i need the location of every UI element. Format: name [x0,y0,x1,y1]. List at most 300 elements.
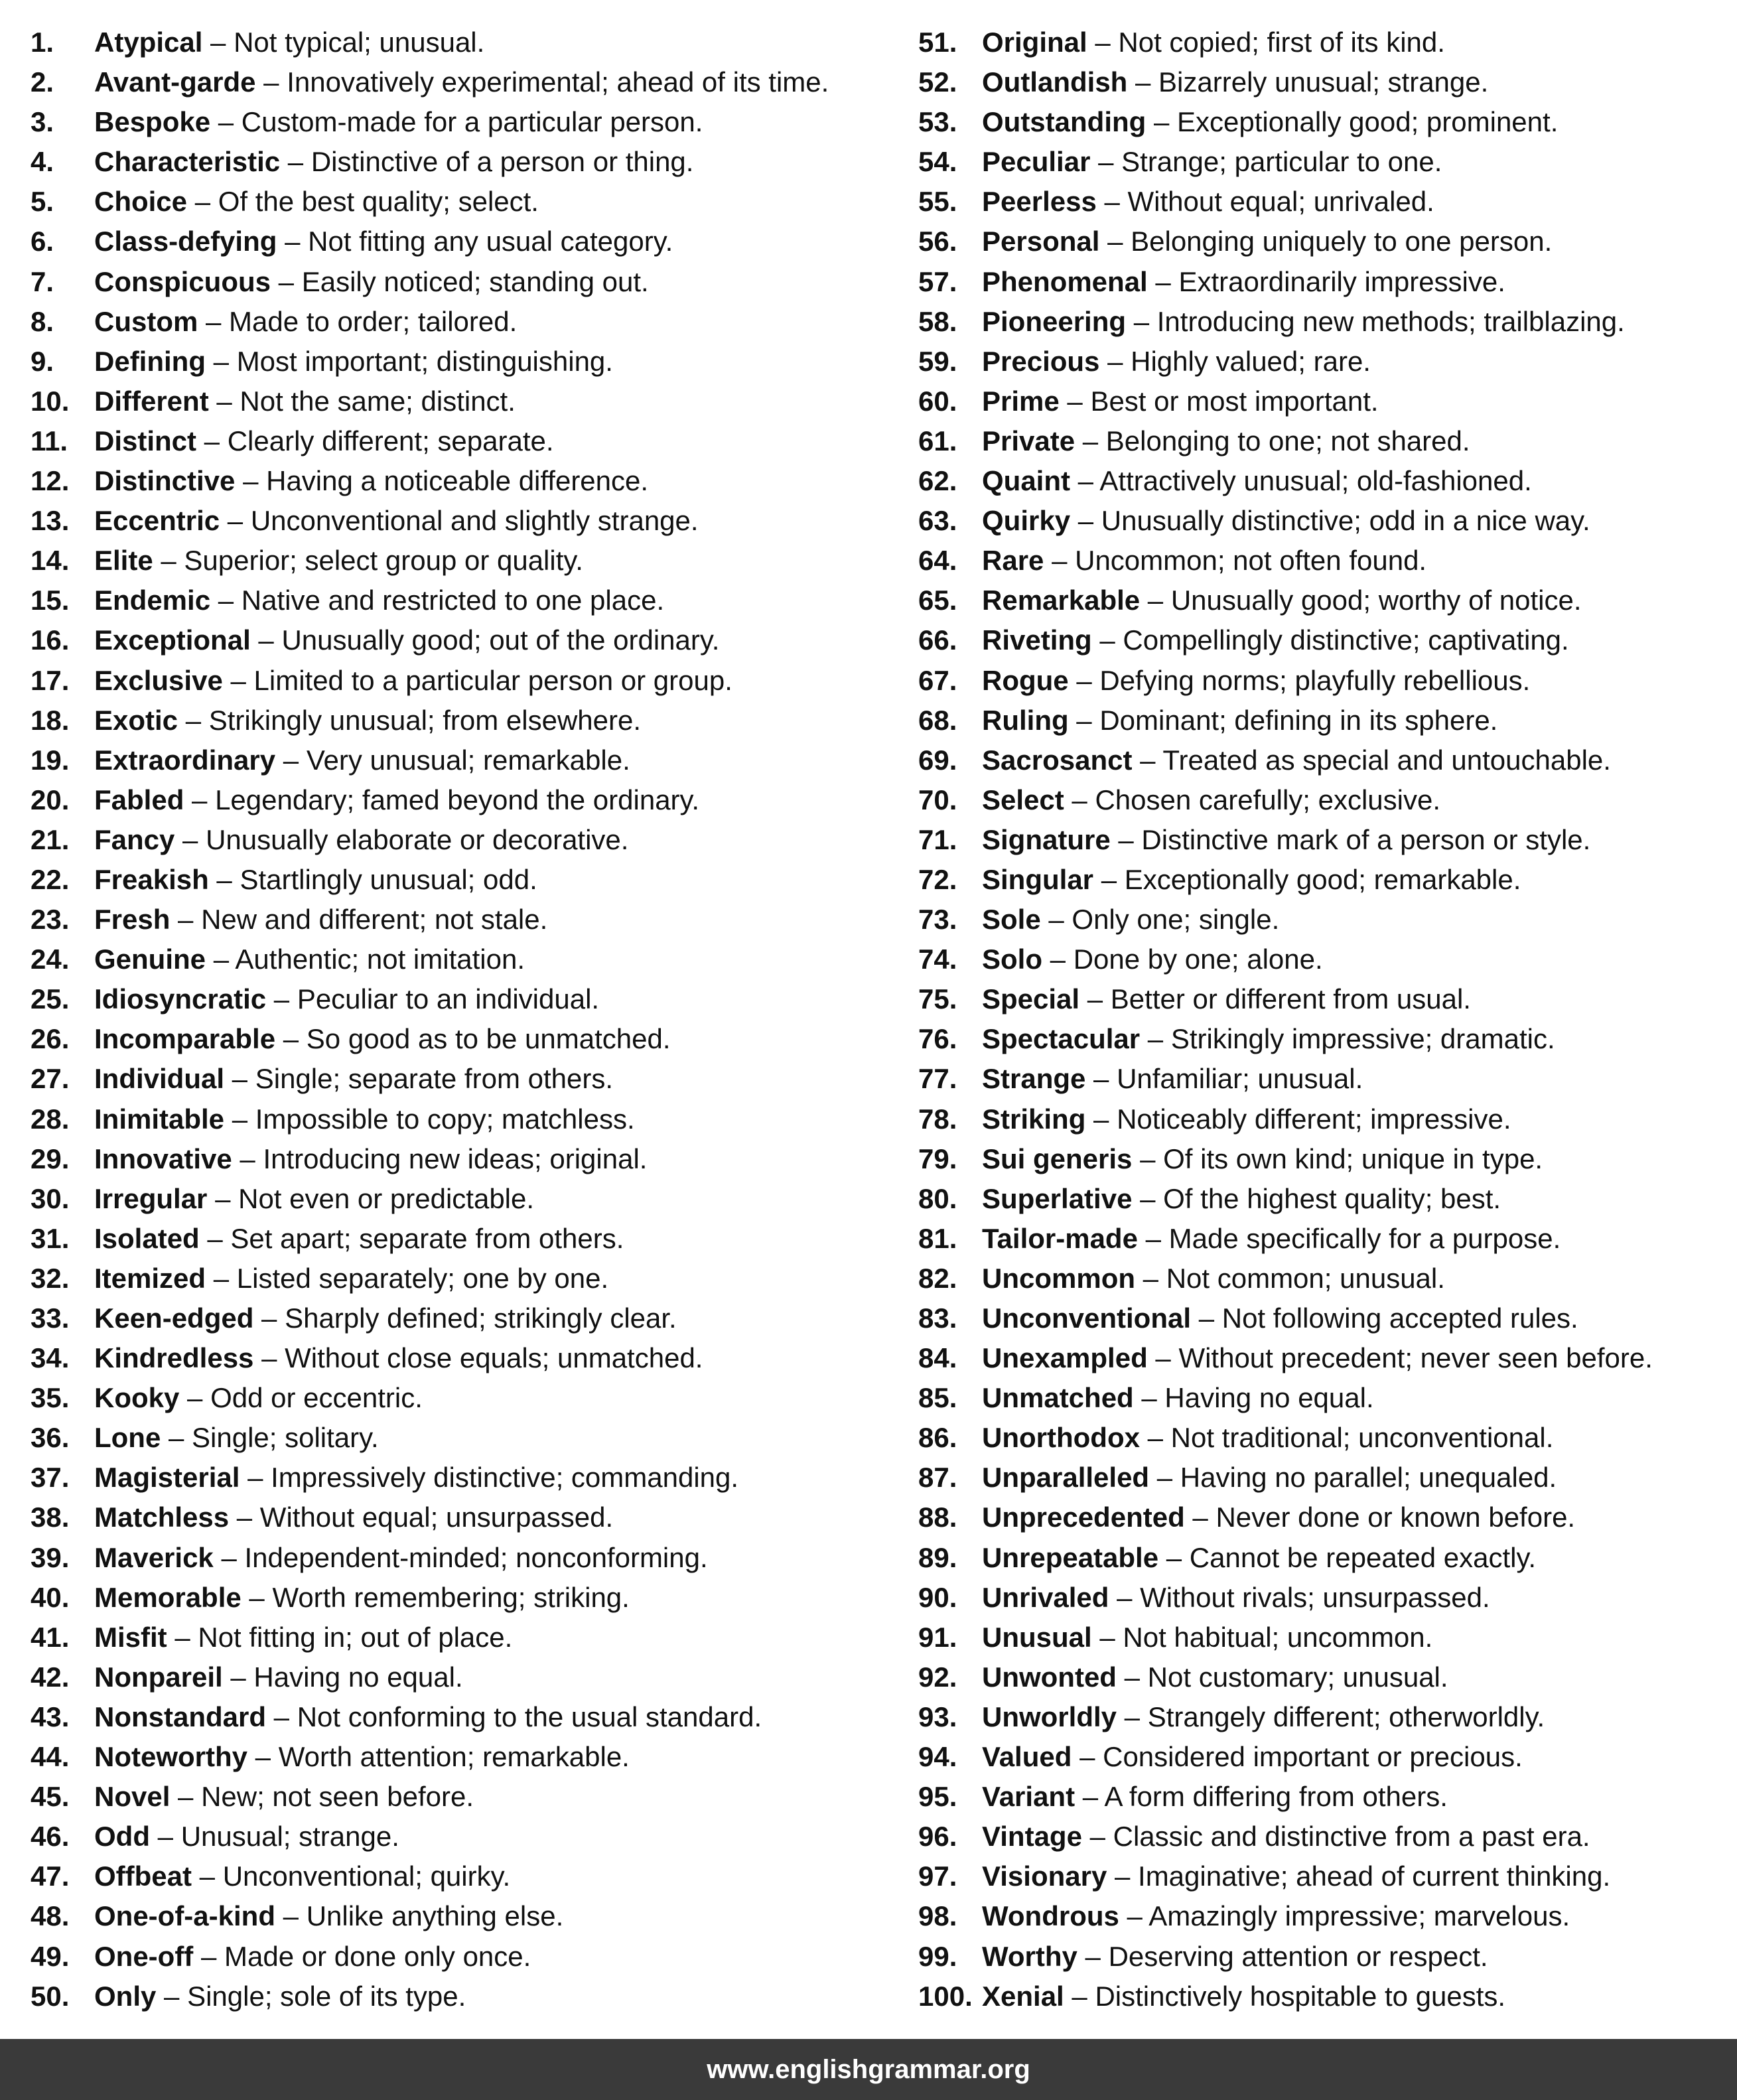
item-separator: – [1140,1023,1171,1055]
item-number: 23. [31,904,70,936]
item-number: 73. [918,904,957,936]
item-number: 18. [31,704,70,736]
item-definition: Not conforming to the usual standard. [297,1701,762,1732]
list-item [918,541,1728,581]
item-definition: Not traditional; unconventional. [1170,1422,1554,1454]
item-number: 65. [918,585,957,616]
item-definition: Unusually distinctive; odd in a nice way. [1101,505,1590,537]
item-word: Outstanding [982,106,1146,138]
list-item [918,979,1728,1019]
item-definition: Having no parallel; unequaled. [1180,1462,1557,1494]
list-item [31,1817,893,1856]
list-item [918,501,1728,541]
item-definition: Extraordinarily impressive. [1178,265,1505,297]
list-item [918,1418,1728,1458]
item-number: 72. [918,863,957,895]
item-definition: Dominant; defining in its sphere. [1099,704,1498,736]
list-item [31,1498,893,1537]
item-word: Striking [982,1103,1086,1135]
item-number: 31. [31,1222,70,1254]
item-word: Incomparable [94,1023,276,1055]
item-separator: – [206,944,236,975]
item-word: Unworldly [982,1701,1117,1732]
list-item [31,182,893,222]
list-item [918,1977,1728,2016]
item-separator: – [1109,1581,1141,1613]
item-word: Defining [94,345,206,377]
item-word: Vintage [982,1821,1082,1853]
item-separator: – [250,624,282,656]
item-word: Tailor-made [982,1222,1138,1254]
item-separator: – [1133,1382,1165,1414]
item-number: 54. [918,146,957,178]
item-word: Rogue [982,664,1069,696]
item-definition: Unusually good; worthy of notice. [1170,585,1582,616]
item-definition: Not customary; unusual. [1147,1661,1448,1693]
item-definition: Noticeably different; impressive. [1117,1103,1511,1135]
list-item [31,1019,893,1059]
item-separator: – [275,1900,307,1932]
item-number: 16. [31,624,70,656]
item-definition: Strikingly unusual; from elsewhere. [208,704,642,736]
item-number: 94. [918,1741,957,1773]
item-word: Novel [94,1781,171,1813]
item-separator: – [1099,226,1131,257]
item-number: 91. [918,1621,957,1653]
item-number: 85. [918,1382,957,1414]
item-word: Quirky [982,505,1071,537]
item-word: Different [94,385,209,417]
list-item [918,1498,1728,1537]
footer-url: www.englishgrammar.org [707,2055,1030,2084]
list-item [918,860,1728,900]
item-word: Magisterial [94,1462,240,1494]
item-separator: – [1147,1342,1179,1374]
list-item [31,222,893,261]
item-separator: – [210,106,242,138]
item-separator: – [1127,66,1159,98]
item-separator: – [220,505,251,537]
item-word: Only [94,1980,157,2012]
item-word: One-off [94,1940,194,1972]
list-item [918,740,1728,780]
item-separator: – [253,1302,285,1334]
item-separator: – [1110,823,1142,855]
item-definition: Most important; distinguishing. [236,345,613,377]
item-number: 3. [31,106,54,138]
item-word: Innovative [94,1143,232,1174]
list-item [918,1378,1728,1418]
item-number: 11. [31,425,68,456]
item-definition: Chosen carefully; exclusive. [1095,784,1441,815]
item-definition: Strikingly impressive; dramatic. [1170,1023,1555,1055]
item-number: 67. [918,664,957,696]
item-number: 40. [31,1581,70,1613]
list-item [31,661,893,701]
item-separator: – [184,784,216,815]
list-item [918,1737,1728,1777]
item-number: 36. [31,1422,70,1454]
item-word: Pioneering [982,305,1127,337]
item-word: Unrivaled [982,1581,1109,1613]
list-item [31,62,893,102]
item-word: Matchless [94,1502,230,1533]
list-item [918,661,1728,701]
item-definition: Very unusual; remarkable. [306,744,630,776]
item-number: 10. [31,385,70,417]
item-definition: Not copied; first of its kind. [1118,27,1445,58]
list-item [918,780,1728,820]
item-word: Kindredless [94,1342,254,1374]
item-separator: – [277,226,309,257]
list-item [918,1059,1728,1099]
item-definition: Made specifically for a purpose. [1168,1222,1561,1254]
item-separator: – [1042,944,1074,975]
item-separator: – [275,1023,307,1055]
item-separator: – [149,1821,181,1853]
item-word: Original [982,27,1087,58]
item-word: Misfit [94,1621,167,1653]
item-separator: – [1146,106,1178,138]
item-word: Exceptional [94,624,251,656]
item-definition: Better or different from usual. [1110,983,1471,1015]
item-separator: – [156,1980,188,2012]
item-word: Singular [982,863,1094,895]
item-number: 57. [918,265,957,297]
item-definition: Done by one; alone. [1073,944,1323,975]
item-number: 15. [31,585,70,616]
item-separator: – [232,1143,263,1174]
item-separator: – [198,305,230,337]
item-word: Nonpareil [94,1661,223,1693]
item-number: 88. [918,1502,957,1533]
item-word: Nonstandard [94,1701,267,1732]
list-item [31,23,893,62]
item-number: 50. [31,1980,70,2012]
item-definition: Treated as special and untouchable. [1162,744,1611,776]
list-item [918,1219,1728,1259]
item-word: Genuine [94,944,206,975]
list-item [918,1259,1728,1298]
item-separator: – [213,1541,245,1573]
list-item [31,1578,893,1618]
item-separator: – [266,1701,297,1732]
item-word: Worthy [982,1940,1077,1972]
list-item [31,1977,893,2016]
item-word: Rare [982,545,1044,577]
item-separator: – [224,1063,255,1095]
item-separator: – [192,1860,223,1892]
item-definition: Defying norms; playfully rebellious. [1099,664,1531,696]
item-number: 45. [31,1781,70,1813]
item-definition: Having no equal. [253,1661,463,1693]
item-word: Inimitable [94,1103,225,1135]
item-number: 6. [31,226,54,257]
item-definition: Without rivals; unsurpassed. [1140,1581,1490,1613]
item-definition: Without equal; unrivaled. [1127,186,1434,218]
list-item [918,262,1728,302]
list-item [31,979,893,1019]
item-word: Unprecedented [982,1502,1185,1533]
list-item [31,1458,893,1498]
list-item [31,1896,893,1936]
item-word: Outlandish [982,66,1128,98]
item-number: 27. [31,1063,70,1095]
item-separator: – [1059,385,1091,417]
list-item [918,421,1728,461]
item-definition: Not even or predictable. [238,1182,535,1214]
item-definition: Classic and distinctive from a past era. [1113,1821,1590,1853]
item-separator: – [1068,704,1100,736]
item-word: Peerless [982,186,1097,218]
list-item [918,1697,1728,1737]
item-number: 78. [918,1103,957,1135]
item-number: 96. [918,1821,957,1853]
item-definition: Deserving attention or respect. [1108,1940,1488,1972]
item-definition: Never done or known before. [1216,1502,1576,1533]
item-definition: A form differing from others. [1104,1781,1448,1813]
item-separator: – [179,1382,211,1414]
item-number: 76. [918,1023,957,1055]
item-definition: Unfamiliar; unusual. [1117,1063,1363,1095]
item-number: 17. [31,664,70,696]
item-separator: – [1070,505,1101,537]
item-number: 8. [31,305,54,337]
item-number: 80. [918,1182,957,1214]
list-item [918,102,1728,142]
item-definition: Not following accepted rules. [1221,1302,1578,1334]
list-item [31,701,893,740]
item-number: 74. [918,944,957,975]
item-number: 41. [31,1621,70,1653]
item-definition: Best or most important. [1090,385,1379,417]
list-item [31,1697,893,1737]
item-word: Kooky [94,1382,180,1414]
item-word: Peculiar [982,146,1091,178]
item-definition: Introducing new methods; trailblazing. [1156,305,1625,337]
item-word: Valued [982,1741,1072,1773]
item-number: 32. [31,1262,70,1294]
list-item [31,1219,893,1259]
item-number: 12. [31,465,70,497]
item-word: Sacrosanct [982,744,1133,776]
item-separator: – [193,1940,224,1972]
item-word: Conspicuous [94,265,271,297]
list-item [31,1179,893,1219]
item-word: Solo [982,944,1042,975]
item-number: 98. [918,1900,957,1932]
list-item [918,1538,1728,1578]
list-item [918,620,1728,660]
item-definition: Clearly different; separate. [227,425,554,456]
list-item [31,740,893,780]
list-item [918,581,1728,620]
item-word: Spectacular [982,1023,1141,1055]
list-item [918,1099,1728,1139]
item-definition: Bizarrely unusual; strange. [1158,66,1489,98]
item-separator: – [196,425,228,456]
item-separator: – [1149,1462,1180,1494]
item-separator: – [1070,465,1100,497]
item-separator: – [1158,1541,1190,1573]
list-item [31,421,893,461]
item-definition: Custom-made for a particular person. [241,106,703,138]
item-number: 69. [918,744,957,776]
item-definition: Cannot be repeated exactly. [1189,1541,1537,1573]
item-word: Exotic [94,704,178,736]
item-separator: – [199,1222,231,1254]
item-number: 90. [918,1581,957,1613]
item-definition: Belonging uniquely to one person. [1131,226,1553,257]
item-separator: – [224,1103,255,1135]
item-definition: Authentic; not imitation. [235,944,525,975]
item-word: Private [982,425,1076,456]
item-number: 75. [918,983,957,1015]
list-item [31,541,893,581]
item-definition: Independent-minded; nonconforming. [244,1541,708,1573]
item-definition: Without close equals; unmatched. [285,1342,703,1374]
item-number: 66. [918,624,957,656]
item-word: Riveting [982,624,1092,656]
item-definition: Having no equal. [1164,1382,1374,1414]
item-separator: – [1132,1182,1164,1214]
item-separator: – [161,1422,192,1454]
item-separator: – [202,27,234,58]
item-word: Distinct [94,425,197,456]
item-definition: Belonging to one; not shared. [1105,425,1470,456]
item-definition: Worth attention; remarkable. [278,1741,630,1773]
list-item [918,1856,1728,1896]
item-definition: Strangely different; otherworldly. [1147,1701,1545,1732]
item-separator: – [1081,1821,1113,1853]
item-definition: Distinctive of a person or thing. [311,146,694,178]
list-item [918,342,1728,382]
item-word: Isolated [94,1222,200,1254]
item-definition: Legendary; famed beyond the ordinary. [215,784,700,815]
item-definition: Unconventional and slightly strange. [250,505,699,537]
item-number: 35. [31,1382,70,1414]
item-definition: Easily noticed; standing out. [301,265,649,297]
list-item [31,461,893,501]
list-item [918,222,1728,261]
item-separator: – [235,465,267,497]
item-separator: – [1191,1302,1222,1334]
list-item [918,1937,1728,1977]
item-number: 42. [31,1661,70,1693]
item-separator: – [206,1262,237,1294]
item-separator: – [1077,1940,1109,1972]
list-item [31,1418,893,1458]
item-number: 37. [31,1462,70,1494]
item-separator: – [1184,1502,1216,1533]
item-word: Precious [982,345,1100,377]
item-separator: – [222,1661,254,1693]
item-definition: Single; solitary. [192,1422,379,1454]
item-word: Memorable [94,1581,242,1613]
list-item [918,1657,1728,1697]
item-definition: New; not seen before. [201,1781,474,1813]
item-separator: – [247,1741,279,1773]
item-word: Elite [94,545,153,577]
item-separator: – [280,146,311,178]
list-item [918,1298,1728,1338]
item-number: 44. [31,1741,70,1773]
list-item [31,780,893,820]
item-word: Ruling [982,704,1069,736]
item-definition: Of its own kind; unique in type. [1163,1143,1543,1174]
item-word: Choice [94,186,188,218]
list-item [31,820,893,860]
item-definition: Single; separate from others. [255,1063,613,1095]
item-definition: Sharply defined; strikingly clear. [285,1302,677,1334]
item-number: 60. [918,385,957,417]
item-definition: Limited to a particular person or group. [253,664,732,696]
item-definition: Native and restricted to one place. [241,585,665,616]
item-separator: – [255,66,287,98]
list-item [31,302,893,342]
item-separator: – [178,704,209,736]
item-number: 83. [918,1302,957,1334]
list-item [31,1298,893,1338]
item-definition: Single; sole of its type. [187,1980,466,2012]
item-separator: – [207,1182,239,1214]
list-item [918,1179,1728,1219]
item-number: 20. [31,784,70,815]
item-definition: New and different; not stale. [201,904,548,936]
item-separator: – [1099,345,1131,377]
item-definition: Distinctively hospitable to guests. [1095,1980,1506,2012]
item-word: Unorthodox [982,1422,1140,1454]
item-number: 26. [31,1023,70,1055]
item-definition: Exceptionally good; prominent. [1177,106,1559,138]
item-word: One-of-a-kind [94,1900,275,1932]
item-separator: – [1147,265,1179,297]
item-word: Keen-edged [94,1302,254,1334]
list-item [918,1896,1728,1936]
item-word: Idiosyncratic [94,983,267,1015]
item-number: 24. [31,944,70,975]
item-definition: Unusually good; out of the ordinary. [281,624,720,656]
item-word: Sole [982,904,1041,936]
list-item [31,102,893,142]
item-word: Signature [982,823,1111,855]
item-separator: – [241,1581,273,1613]
item-word: Superlative [982,1182,1133,1214]
item-word: Select [982,784,1064,815]
item-number: 43. [31,1701,70,1732]
item-number: 68. [918,704,957,736]
item-separator: – [1117,1701,1148,1732]
list-item [918,461,1728,501]
list-item [918,1458,1728,1498]
item-definition: Without equal; unsurpassed. [259,1502,614,1533]
list-item [31,262,893,302]
item-number: 5. [31,186,54,218]
item-number: 29. [31,1143,70,1174]
list-item [918,302,1728,342]
item-separator: – [1085,1103,1117,1135]
list-item [31,142,893,182]
item-word: Irregular [94,1182,208,1214]
item-separator: – [1064,1980,1095,2012]
item-word: Visionary [982,1860,1107,1892]
list-item [31,860,893,900]
item-word: Exclusive [94,664,223,696]
item-word: Maverick [94,1541,214,1573]
item-definition: Peculiar to an individual. [297,983,600,1015]
item-definition: Unusual; strange. [180,1821,399,1853]
item-definition: Considered important or precious. [1103,1741,1523,1773]
